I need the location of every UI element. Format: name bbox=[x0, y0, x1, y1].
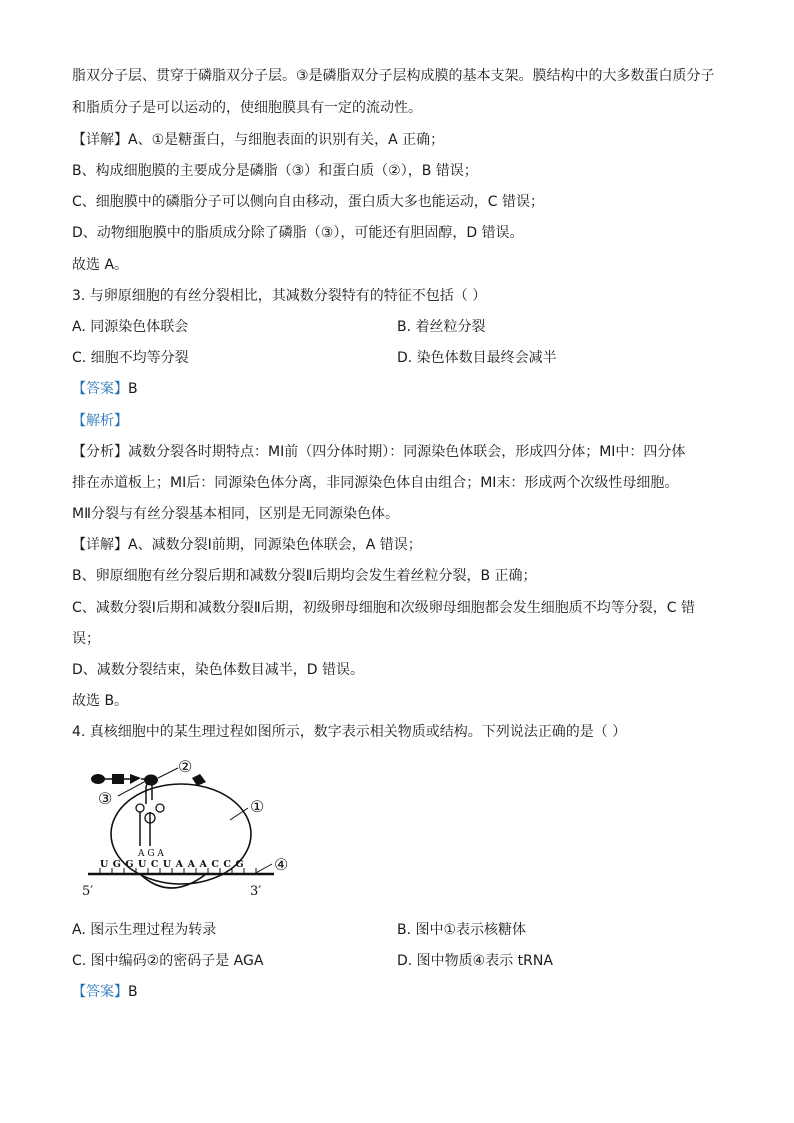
q4-answer bbox=[72, 982, 138, 1002]
q3-option-a: A. 同源染色体联会 bbox=[72, 319, 189, 335]
line-6: D、动物细胞膜中的脂质成分除了磷脂（③），可能还有胆固醇，D 错误。 bbox=[72, 225, 524, 241]
line-4: B、构成细胞膜的主要成分是磷脂（③）和蛋白质（②），B 错误； bbox=[72, 163, 478, 179]
q3-option-d: D. 染色体数目最终会减半 bbox=[397, 350, 557, 366]
q3-detail-4: D、减数分裂结束，染色体数目减半，D 错误。 bbox=[72, 662, 365, 678]
pointer-4 bbox=[254, 864, 272, 874]
q3-option-c: C. 细胞不均等分裂 bbox=[72, 350, 189, 366]
q4-option-a: A. 图示生理过程为转录 bbox=[72, 922, 217, 938]
q3-detail-3: C、减数分裂Ⅰ后期和减数分裂Ⅱ后期，初级卵母细胞和次级卵母细胞都会发生细胞质不均等分裂，C 错 bbox=[72, 600, 696, 616]
q4-option-c: C. 图中编码②的密码子是 AGA bbox=[72, 953, 264, 969]
trna-loop-left bbox=[136, 804, 144, 812]
line-2: 和脂质分子是可以运动的，使细胞膜具有一定的流动性。 bbox=[72, 100, 422, 116]
mrna-sequence: U G G U C U A A A C C G bbox=[100, 859, 245, 870]
pointer-2 bbox=[158, 768, 178, 778]
q3-analysis-1: 【分析】减数分裂各时期特点：MⅠ前（四分体时期）：同源染色体联会，形成四分体；MⅠ中：四分体 bbox=[72, 444, 686, 460]
anticodon-label: A G A bbox=[138, 849, 164, 859]
q3-analysis-3: MⅡ分裂与有丝分裂基本相同，区别是无同源染色体。 bbox=[72, 506, 399, 522]
q3-choose: 故选 B。 bbox=[72, 693, 129, 709]
q4-option-d: D. 图中物质④表示 tRNA bbox=[397, 953, 553, 969]
five-prime-end: 5′ bbox=[82, 884, 94, 899]
answer-label: 【答案】 bbox=[72, 984, 128, 1000]
q3-answer bbox=[72, 379, 138, 399]
q3-detail-1: 【详解】A、减数分裂Ⅰ前期，同源染色体联会，A 错误； bbox=[72, 537, 422, 553]
three-prime-end: 3′ bbox=[250, 884, 262, 899]
line-1: 脂双分子层、贯穿于磷脂双分子层。③是磷脂双分子层构成膜的基本支架。膜结构中的大多数蛋白质分子 bbox=[72, 68, 715, 84]
ribosome-small-subunit bbox=[140, 874, 206, 888]
answer-value: B bbox=[128, 381, 138, 397]
q3-analysis-2: 排在赤道板上；MⅠ后：同源染色体分离，非同源染色体自由组合；MⅠ末：形成两个次级性母细胞。 bbox=[72, 475, 679, 491]
label-3: ③ bbox=[98, 789, 113, 808]
q4-option-b: B. 图中①表示核糖体 bbox=[397, 922, 527, 938]
q3-analysis-label: 【解析】 bbox=[72, 413, 128, 429]
q3-stem: 3. 与卵原细胞的有丝分裂相比，其减数分裂特有的特征不包括（ ） bbox=[72, 288, 487, 304]
translation-diagram bbox=[78, 752, 298, 904]
q3-option-b: B. 着丝粒分裂 bbox=[397, 319, 486, 335]
line-7: 故选 A。 bbox=[72, 257, 129, 273]
label-2: ② bbox=[178, 757, 193, 776]
line-5: C、细胞膜中的磷脂分子可以侧向自由移动，蛋白质大多也能运动，C 错误； bbox=[72, 194, 544, 210]
line-3: 【详解】A、①是糖蛋白，与细胞表面的识别有关，A 正确； bbox=[72, 132, 445, 148]
q3-detail-3b: 误； bbox=[72, 631, 100, 647]
answer-label: 【答案】 bbox=[72, 381, 128, 397]
q3-detail-2: B、卵原细胞有丝分裂后期和减数分裂Ⅱ后期均会发生着丝粒分裂，B 正确； bbox=[72, 568, 537, 584]
label-4: ④ bbox=[274, 855, 289, 874]
trna-loop-right bbox=[156, 804, 164, 812]
label-1: ① bbox=[250, 797, 265, 816]
answer-value: B bbox=[128, 984, 138, 1000]
trna-stem bbox=[146, 784, 152, 805]
q4-stem: 4. 真核细胞中的某生理过程如图所示，数字表示相关物质或结构。下列说法正确的是（ ） bbox=[72, 724, 627, 740]
